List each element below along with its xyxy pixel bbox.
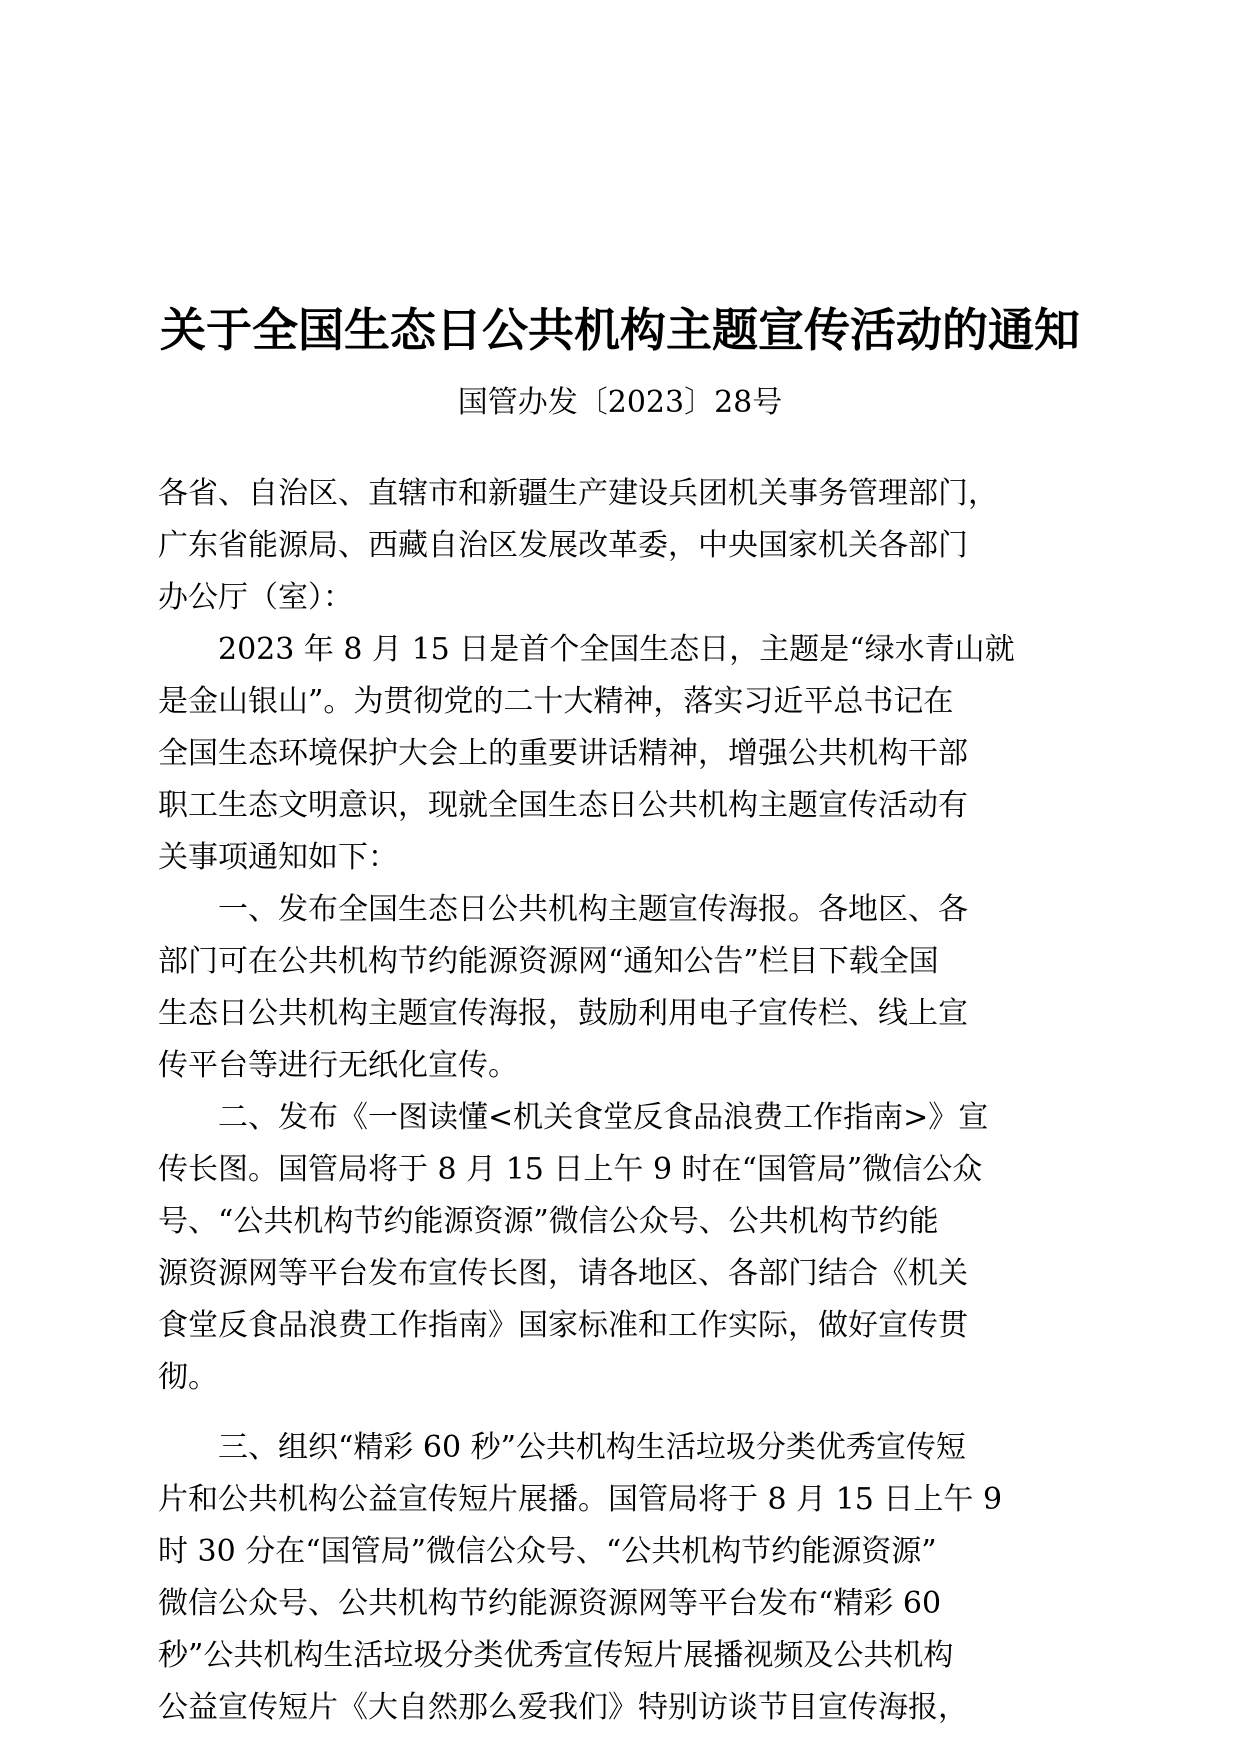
paragraph-start-line: 三、组织“精彩 60 秒”公共机构生活垃圾分类优秀宣传短 <box>218 1430 966 1465</box>
paragraph-start-line: 一、发布全国生态日公共机构主题宣传海报。各地区、各 <box>218 892 968 927</box>
body-line: 微信公众号、公共机构节约能源资源网等平台发布“精彩 60 <box>158 1586 942 1621</box>
body-line: 秒”公共机构生活垃圾分类优秀宣传短片展播视频及公共机构 <box>158 1638 954 1673</box>
body-line: 办公厅（室）： <box>158 580 353 615</box>
body-line: 传长图。国管局将于 8 月 15 日上午 9 时在“国管局”微信公众 <box>158 1152 983 1187</box>
document-body <box>158 468 1078 1734</box>
document-number: 国管办发〔2023〕28号 <box>457 385 783 420</box>
body-line: 是金山银山”。为贯彻党的二十大精神，落实习近平总书记在 <box>158 684 954 719</box>
body-line: 部门可在公共机构节约能源资源网“通知公告”栏目下载全国 <box>158 944 939 979</box>
body-line: 食堂反食品浪费工作指南》国家标准和工作实际，做好宣传贯 <box>158 1308 968 1343</box>
body-line: 关事项通知如下： <box>158 840 398 875</box>
body-line: 源资源网等平台发布宣传长图，请各地区、各部门结合《机关 <box>158 1256 968 1291</box>
body-line: 时 30 分在“国管局”微信公众号、“公共机构节约能源资源” <box>158 1534 937 1569</box>
body-line: 片和公共机构公益宣传短片展播。国管局将于 8 月 15 日上午 9 <box>158 1482 1003 1517</box>
body-line: 号、“公共机构节约能源资源”微信公众号、公共机构节约能 <box>158 1204 939 1239</box>
paragraph-start-line: 二、发布《一图读懂<机关食堂反食品浪费工作指南>》宣 <box>218 1100 989 1135</box>
body-line: 公益宣传短片《大自然那么爱我们》特别访谈节目宣传海报， <box>158 1690 968 1725</box>
body-line: 生态日公共机构主题宣传海报，鼓励利用电子宣传栏、线上宣 <box>158 996 968 1031</box>
document-title: 关于全国生态日公共机构主题宣传活动的通知 <box>160 303 1080 357</box>
body-line: 各省、自治区、直辖市和新疆生产建设兵团机关事务管理部门， <box>158 476 998 511</box>
body-line: 传平台等进行无纸化宣传。 <box>158 1048 518 1083</box>
body-line: 广东省能源局、西藏自治区发展改革委，中央国家机关各部门 <box>158 528 968 563</box>
paragraph-start-line: 2023 年 8 月 15 日是首个全国生态日，主题是“绿水青山就 <box>218 632 1015 667</box>
body-line: 职工生态文明意识，现就全国生态日公共机构主题宣传活动有 <box>158 788 968 823</box>
body-line: 全国生态环境保护大会上的重要讲话精神，增强公共机构干部 <box>158 736 968 771</box>
body-line: 彻。 <box>158 1360 218 1395</box>
